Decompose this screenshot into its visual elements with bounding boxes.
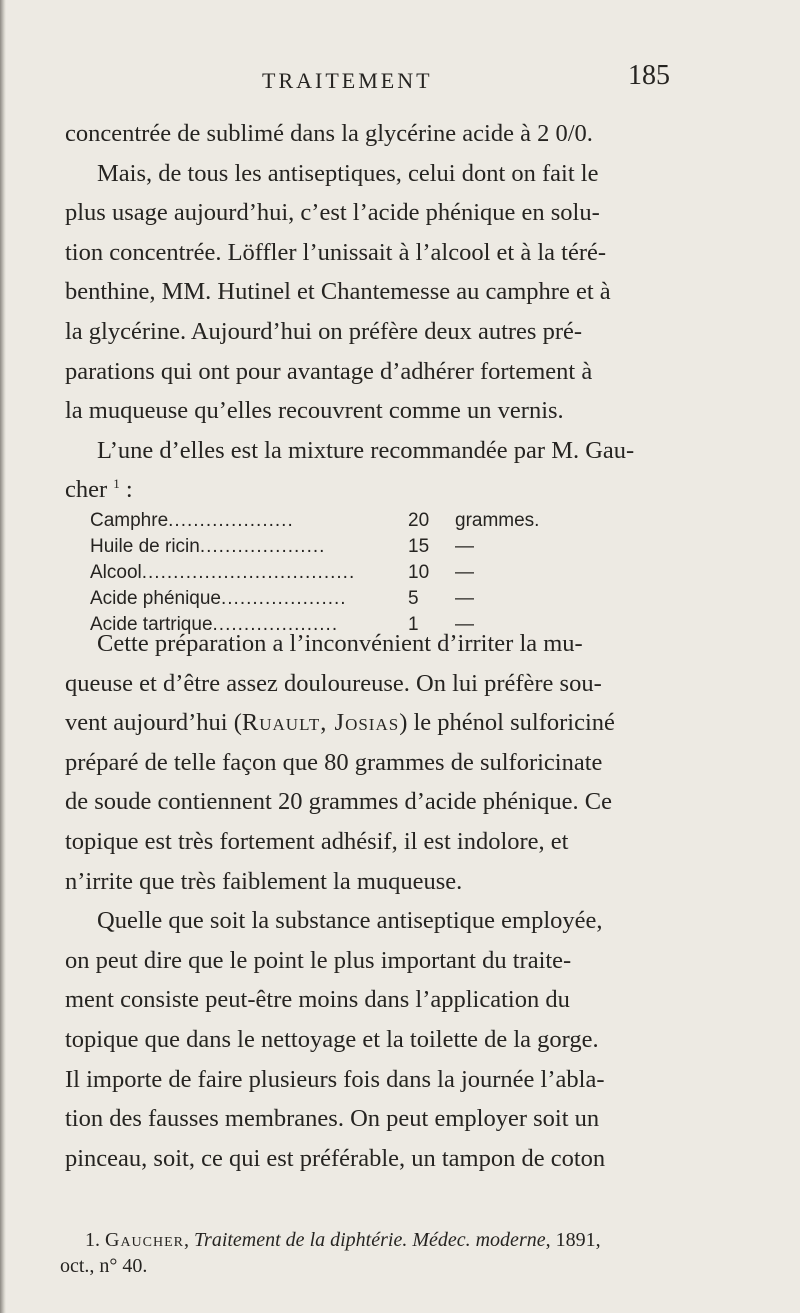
text-line (65, 703, 665, 743)
ingredient-name: Acide phénique (90, 588, 221, 609)
ingredient-name: Camphre (90, 510, 169, 531)
page-header (0, 62, 800, 102)
unit: — (455, 562, 474, 583)
leader-dots: .................... (168, 510, 294, 531)
ingredient-cell (90, 534, 398, 560)
leader-dots: .................... (199, 536, 326, 557)
text-line: concentrée de sublimé dans la glycérine acide à 2 0/0. (65, 120, 593, 147)
running-title: TRAITEMENT (262, 68, 433, 93)
ingredient-name: Acide tartrique (90, 614, 213, 635)
text-line: benthine, MM. Hutinel et Chantemesse au camphre et à (65, 278, 611, 306)
cited-authors: Ruault, Josias (241, 709, 400, 737)
unit: — (455, 588, 474, 609)
text-line: topique que dans le nettoyage et la toilette de la gorge. (65, 1025, 599, 1053)
quantity: 20 (408, 510, 430, 531)
unit: — (455, 614, 474, 635)
text-line: Quelle que soit la substance antiseptique employée, (97, 907, 603, 935)
ingredient-cell (90, 586, 398, 612)
footnote (60, 1227, 705, 1279)
text-line (65, 470, 665, 510)
quantity: 5 (408, 588, 419, 609)
leader-dots: .................... (221, 588, 347, 609)
text-line: la glycérine. Aujourd’hui on préfère deux autres pré- (65, 317, 583, 345)
text-line: parations qui ont pour avantage d’adhérer fortement à (65, 357, 593, 385)
footnote-number: 1. (85, 1229, 100, 1251)
text-line: L’une d’elles est la mixture recommandée par M. Gau- (97, 436, 635, 464)
text-line: Cette préparation a l’inconvénient d’irriter la mu- (97, 630, 583, 657)
page-binding-edge (0, 0, 6, 1313)
quantity: 1 (408, 614, 419, 635)
text-line: plus usage aujourd’hui, c’est l’acide phénique en solu- (65, 199, 600, 227)
recipe-row (90, 534, 650, 560)
footnote-reference: 1 (113, 476, 120, 492)
quantity: 15 (408, 536, 430, 557)
text-line: tion concentrée. Löffler l’unissait à l’alcool et à la téré- (65, 238, 607, 266)
text-line: de soude contiennent 20 grammes d’acide phénique. Ce (65, 788, 612, 816)
text-fragment: cher (65, 476, 108, 504)
leader-dots: .................... (212, 614, 339, 635)
ingredient-name: Alcool (90, 562, 142, 583)
quantity: 10 (408, 562, 430, 583)
footnote-line: oct., n° 40. (60, 1255, 148, 1277)
footnote-title: Traitement de la diphtérie. Médec. moderne (194, 1229, 546, 1251)
recipe-table (90, 508, 650, 638)
ingredient-cell (90, 560, 398, 586)
text-line: ment consiste peut-être moins dans l’application du (65, 986, 570, 1014)
ingredient-cell (90, 508, 398, 534)
unit: grammes. (455, 510, 540, 531)
text-line: la muqueuse qu’elles recouvrent comme un vernis. (65, 397, 564, 425)
recipe-row (90, 586, 650, 612)
text-line: Mais, de tous les antiseptiques, celui dont on fait le (97, 159, 599, 187)
leader-dots: .................................. (141, 562, 356, 583)
text-fragment: vent aujourd’hui ( (65, 709, 242, 737)
text-fragment: ) le phénol sulforiciné (399, 709, 615, 737)
unit: — (455, 536, 474, 557)
text-fragment: : (119, 476, 133, 504)
text-line: on peut dire que le point le plus important du traite- (65, 946, 572, 974)
page-number: 185 (628, 60, 670, 91)
footnote-author: Gaucher (105, 1229, 185, 1251)
footnote-tail: , 1891, (545, 1229, 601, 1251)
text-line: pinceau, soit, ce qui est préférable, un tampon de coton (65, 1144, 606, 1172)
paragraph-continued (65, 114, 665, 510)
text-line: Il importe de faire plusieurs fois dans la journée l’abla- (65, 1065, 605, 1093)
ingredient-name: Huile de ricin (90, 536, 200, 557)
text-line: n’irrite que très faiblement la muqueuse. (65, 867, 463, 895)
text-line: topique est très fortement adhésif, il est indolore, et (65, 827, 569, 855)
footnote-line: 1. Gaucher, Traitement de la diphtérie. Médec. moderne, 1891, (85, 1229, 601, 1251)
text-line: préparé de telle façon que 80 grammes de sulforicinate (65, 748, 603, 776)
paragraph-group (65, 624, 665, 1178)
recipe-row (90, 508, 650, 534)
recipe-row (90, 560, 650, 586)
text-line: queuse et d’être assez douloureuse. On lui préfère sou- (65, 669, 602, 697)
text-line: tion des fausses membranes. On peut employer soit un (65, 1105, 600, 1133)
